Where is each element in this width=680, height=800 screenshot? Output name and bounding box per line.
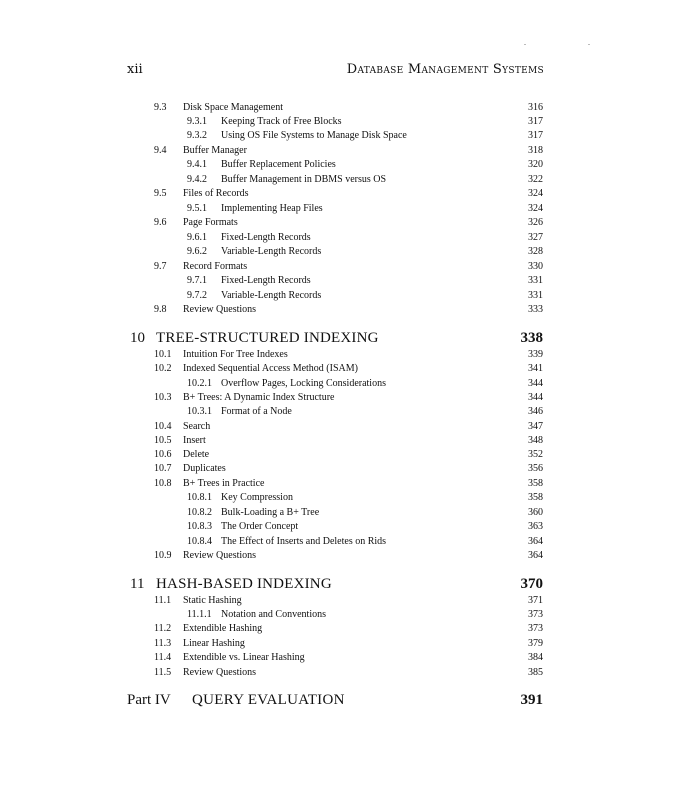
- entry-page: 364: [528, 536, 543, 547]
- entry-page: 320: [528, 159, 543, 170]
- entry-number: 10.8.2: [187, 507, 212, 518]
- entry-page: 341: [528, 363, 543, 374]
- entry-page: 330: [528, 261, 543, 272]
- entry-number: 10.3.1: [187, 406, 212, 417]
- toc-row[interactable]: [0, 434, 680, 448]
- toc-row[interactable]: [0, 115, 680, 129]
- toc-row[interactable]: [0, 216, 680, 230]
- entry-title: Disk Space Management: [183, 102, 283, 113]
- entry-number: 10.6: [154, 449, 172, 460]
- entry-title: Variable-Length Records: [221, 290, 322, 301]
- entry-title: Review Questions: [183, 667, 257, 678]
- entry-title: Fixed-Length Records: [221, 275, 311, 286]
- entry-page: 328: [528, 246, 543, 257]
- toc-row[interactable]: [0, 462, 680, 476]
- toc-row[interactable]: [0, 535, 680, 549]
- chapter-10-heading[interactable]: [0, 328, 680, 348]
- entry-title: B+ Trees: A Dynamic Index Structure: [183, 392, 335, 403]
- entry-number: 9.3: [154, 102, 167, 113]
- toc-row[interactable]: [0, 260, 680, 274]
- entry-page: 352: [528, 449, 543, 460]
- entry-page: 364: [528, 550, 543, 561]
- entry-page: 331: [528, 275, 543, 286]
- entry-title: The Effect of Inserts and Deletes on Rids: [221, 536, 387, 547]
- entry-number: 9.7.2: [187, 290, 207, 301]
- entry-page: 318: [528, 145, 543, 156]
- entry-page: 344: [528, 392, 543, 403]
- entry-title: Keeping Track of Free Blocks: [221, 116, 342, 127]
- entry-title: Duplicates: [183, 463, 226, 474]
- toc-row[interactable]: [0, 348, 680, 362]
- entry-page: 363: [528, 521, 543, 532]
- entry-title: Key Compression: [221, 492, 293, 503]
- entry-number: 10.2.1: [187, 378, 212, 389]
- entry-number: 11.1.1: [187, 609, 212, 620]
- entry-page: 326: [528, 217, 543, 228]
- entry-title: Record Formats: [183, 261, 248, 272]
- entry-page: 379: [528, 638, 543, 649]
- part-page: 391: [520, 692, 543, 708]
- entry-number: 10.9: [154, 550, 172, 561]
- chapter-11-heading[interactable]: [0, 574, 680, 594]
- entry-number: 10.2: [154, 363, 172, 374]
- toc-row[interactable]: [0, 549, 680, 563]
- toc-row[interactable]: [0, 491, 680, 505]
- toc-row[interactable]: [0, 477, 680, 491]
- entry-title: Bulk-Loading a B+ Tree: [221, 507, 320, 518]
- toc-row[interactable]: [0, 377, 680, 391]
- entry-number: 9.7: [154, 261, 167, 272]
- chapter-page: 370: [520, 576, 543, 592]
- entry-title: Fixed-Length Records: [221, 232, 311, 243]
- entry-title: Extendible vs. Linear Hashing: [183, 652, 305, 663]
- toc-row[interactable]: [0, 520, 680, 534]
- entry-title: B+ Trees in Practice: [183, 478, 265, 489]
- toc-row[interactable]: [0, 173, 680, 187]
- part-4-heading[interactable]: [0, 690, 680, 710]
- header-book-title: Database Management Systems: [346, 62, 544, 77]
- entry-number: 10.8.3: [187, 521, 212, 532]
- entry-title: Search: [183, 421, 211, 432]
- entry-number: 9.4: [154, 145, 167, 156]
- entry-title: Overflow Pages, Locking Considerations: [221, 378, 386, 389]
- entry-number: 11.2: [154, 623, 172, 634]
- entry-title: Implementing Heap Files: [221, 203, 323, 214]
- toc-row[interactable]: [0, 608, 680, 622]
- chapter-title: TREE-STRUCTURED INDEXING: [156, 330, 379, 346]
- chapter-page: 338: [520, 330, 543, 346]
- entry-page: 358: [528, 478, 543, 489]
- entry-number: 11.4: [154, 652, 172, 663]
- entry-number: 9.6.2: [187, 246, 207, 257]
- toc-row[interactable]: [0, 231, 680, 245]
- entry-title: Buffer Manager: [183, 145, 247, 156]
- entry-page: 385: [528, 667, 543, 678]
- toc-row[interactable]: [0, 303, 680, 317]
- entry-page: 360: [528, 507, 543, 518]
- entry-title: Notation and Conventions: [221, 609, 326, 620]
- toc-row[interactable]: [0, 594, 680, 608]
- entry-title: Variable-Length Records: [221, 246, 322, 257]
- entry-title: Files of Records: [183, 188, 249, 199]
- entry-title: Intuition For Tree Indexes: [183, 349, 288, 360]
- entry-page: 371: [528, 595, 543, 606]
- entry-page: 344: [528, 378, 543, 389]
- toc-row[interactable]: [0, 245, 680, 259]
- toc-row[interactable]: [0, 129, 680, 143]
- entry-number: 9.6.1: [187, 232, 207, 243]
- entry-number: 10.5: [154, 435, 172, 446]
- entry-page: 324: [528, 188, 543, 199]
- entry-number: 10.7: [154, 463, 172, 474]
- toc-row[interactable]: [0, 666, 680, 680]
- toc-row[interactable]: [0, 405, 680, 419]
- toc-row[interactable]: [0, 144, 680, 158]
- entry-title: The Order Concept: [221, 521, 299, 532]
- toc-row[interactable]: [0, 187, 680, 201]
- toc-row[interactable]: [0, 637, 680, 651]
- entry-page: 333: [528, 304, 543, 315]
- entry-title: Static Hashing: [183, 595, 242, 606]
- toc-row[interactable]: [0, 289, 680, 303]
- chapter-title: HASH-BASED INDEXING: [156, 576, 332, 592]
- entry-page: 358: [528, 492, 543, 503]
- entry-title: Buffer Replacement Policies: [221, 159, 336, 170]
- entry-page: 373: [528, 623, 543, 634]
- toc-row[interactable]: [0, 391, 680, 405]
- entry-page: 324: [528, 203, 543, 214]
- entry-page: 331: [528, 290, 543, 301]
- chapter-number: 10: [130, 330, 145, 346]
- entry-page: 339: [528, 349, 543, 360]
- entry-title: Insert: [183, 435, 206, 446]
- entry-title: Review Questions: [183, 550, 257, 561]
- entry-number: 9.3.2: [187, 130, 207, 141]
- entry-page: 322: [528, 174, 543, 185]
- chapter-number: 11: [130, 576, 145, 592]
- entry-page: 347: [528, 421, 543, 432]
- toc-row[interactable]: [0, 202, 680, 216]
- entry-number: 11.1: [154, 595, 172, 606]
- entry-title: Delete: [183, 449, 210, 460]
- toc-row[interactable]: [0, 651, 680, 665]
- entry-title: Indexed Sequential Access Method (ISAM): [183, 363, 358, 374]
- entry-number: 9.6: [154, 217, 167, 228]
- toc-row[interactable]: [0, 622, 680, 636]
- entry-number: 10.8.1: [187, 492, 212, 503]
- entry-page: 348: [528, 435, 543, 446]
- part-title: QUERY EVALUATION: [192, 692, 345, 708]
- toc-row[interactable]: [0, 362, 680, 376]
- entry-title: Page Formats: [183, 217, 238, 228]
- entry-number: 11.5: [154, 667, 172, 678]
- entry-page: 317: [528, 130, 543, 141]
- entry-page: 327: [528, 232, 543, 243]
- entry-number: 10.4: [154, 421, 172, 432]
- entry-title: Buffer Management in DBMS versus OS: [221, 174, 387, 185]
- toc-row[interactable]: [0, 448, 680, 462]
- toc-row[interactable]: [0, 101, 680, 115]
- header-page-number: xii: [127, 62, 143, 77]
- entry-number: 11.3: [154, 638, 172, 649]
- entry-page: 384: [528, 652, 543, 663]
- entry-number: 9.3.1: [187, 116, 207, 127]
- toc-row[interactable]: [0, 158, 680, 172]
- entry-page: 316: [528, 102, 543, 113]
- entry-number: 9.5: [154, 188, 167, 199]
- toc-row[interactable]: [0, 274, 680, 288]
- entry-number: 10.8.4: [187, 536, 212, 547]
- entry-number: 9.8: [154, 304, 167, 315]
- entry-page: 317: [528, 116, 543, 127]
- entry-page: 373: [528, 609, 543, 620]
- entry-title: Linear Hashing: [183, 638, 245, 649]
- part-number: Part IV: [127, 692, 171, 708]
- toc-row[interactable]: [0, 420, 680, 434]
- entry-number: 9.4.1: [187, 159, 207, 170]
- entry-number: 9.4.2: [187, 174, 207, 185]
- entry-page: 346: [528, 406, 543, 417]
- entry-number: 10.1: [154, 349, 172, 360]
- entry-title: Review Questions: [183, 304, 257, 315]
- entry-number: 9.5.1: [187, 203, 207, 214]
- entry-title: Format of a Node: [221, 406, 292, 417]
- entry-title: Extendible Hashing: [183, 623, 263, 634]
- entry-number: 9.7.1: [187, 275, 207, 286]
- toc-row[interactable]: [0, 506, 680, 520]
- entry-page: 356: [528, 463, 543, 474]
- entry-number: 10.3: [154, 392, 172, 403]
- entry-title: Using OS File Systems to Manage Disk Space: [221, 130, 407, 141]
- entry-number: 10.8: [154, 478, 172, 489]
